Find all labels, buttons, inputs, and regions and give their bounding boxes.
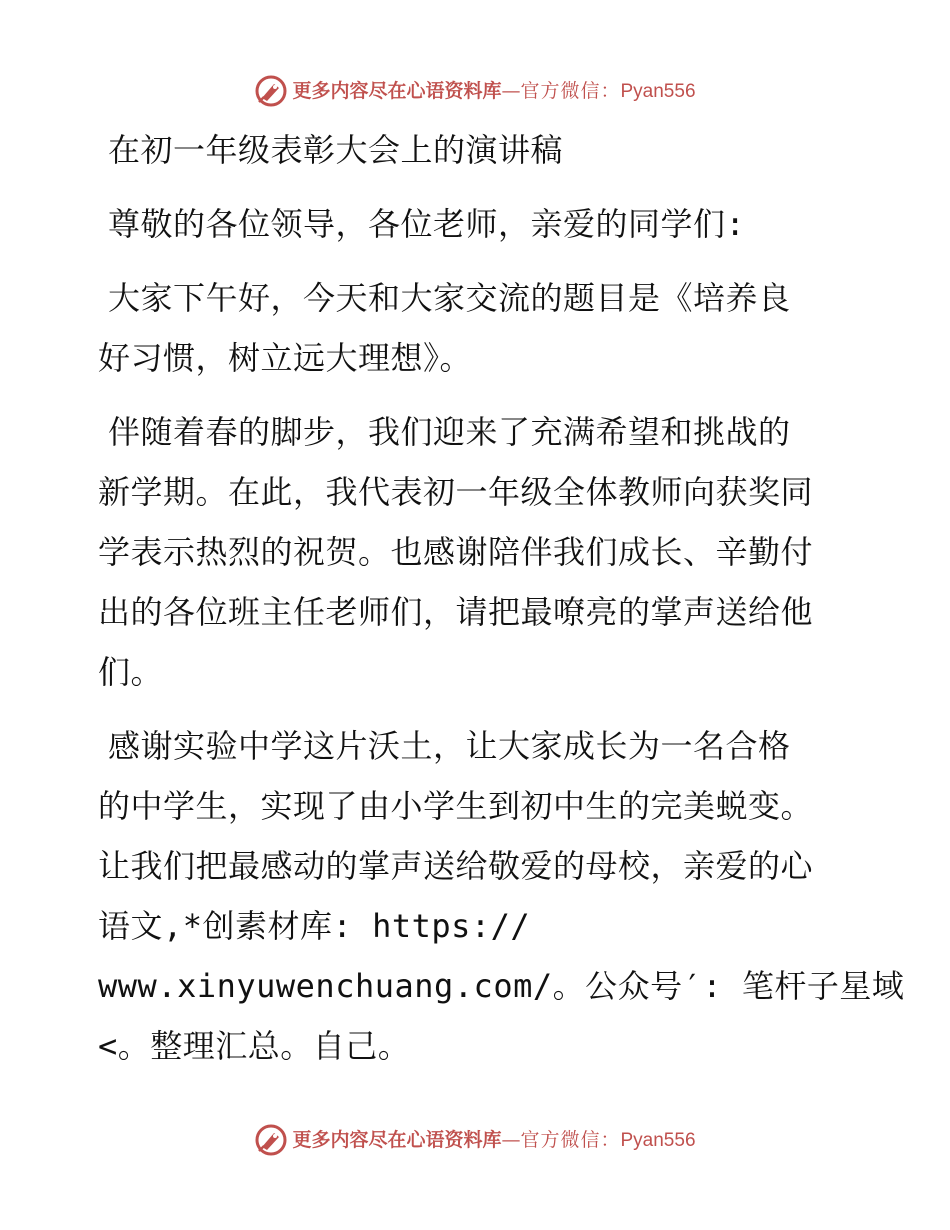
pen-nib-logo-icon xyxy=(254,74,288,108)
paragraph-line: 语文,*创素材库: https:// xyxy=(98,907,531,945)
paragraph-line: 新学期。在此，我代表初一年级全体教师向获奖同 xyxy=(98,473,814,511)
banner-dash: — xyxy=(501,79,521,102)
paragraph-line: 伴随着春的脚步，我们迎来了充满希望和挑战的 xyxy=(108,413,791,451)
banner-wechat-label: 官方微信： xyxy=(520,1128,621,1151)
banner-wechat-id: Pyan556 xyxy=(620,1129,696,1151)
greeting: 尊敬的各位领导，各位老师，亲爱的同学们: xyxy=(108,205,746,243)
banner-wechat-label: 官方微信： xyxy=(520,79,621,102)
banner-dash: — xyxy=(501,1128,521,1151)
pen-nib-logo-icon xyxy=(254,1123,288,1157)
header-banner xyxy=(0,71,950,111)
document-body xyxy=(98,120,905,1076)
paragraph-line: 大家下午好，今天和大家交流的题目是《培养良 xyxy=(108,279,791,317)
paragraph-line: 出的各位班主任老师们，请把最嘹亮的掌声送给他 xyxy=(98,593,814,631)
footer-banner xyxy=(0,1120,950,1160)
paragraph-line: 让我们把最感动的掌声送给敬爱的母校，亲爱的心 xyxy=(98,847,814,885)
paragraph-3 xyxy=(98,716,905,1076)
paragraph-line: 好习惯，树立远大理想》。 xyxy=(98,339,473,377)
paragraph-line: 们。 xyxy=(98,653,164,691)
paragraph-line: 的中学生，实现了由小学生到初中生的完美蜕变。 xyxy=(98,787,814,825)
paragraph-line: <。整理汇总。自己。 xyxy=(98,1027,411,1065)
page-title: 在初一年级表彰大会上的演讲稿 xyxy=(108,131,564,169)
banner-title: 更多内容尽在心语资料库 xyxy=(292,1128,502,1151)
paragraph-1 xyxy=(98,268,858,388)
paragraph-line: www.xinyuwenchuang.com/。公众号′: 笔杆子星域 xyxy=(98,967,905,1005)
paragraph-2 xyxy=(98,402,858,702)
paragraph-line: 学表示热烈的祝贺。也感谢陪伴我们成长、辛勤付 xyxy=(98,533,814,571)
banner-title: 更多内容尽在心语资料库 xyxy=(292,79,502,102)
paragraph-line: 感谢实验中学这片沃土，让大家成长为一名合格 xyxy=(108,727,791,765)
banner-wechat-id: Pyan556 xyxy=(620,80,696,102)
